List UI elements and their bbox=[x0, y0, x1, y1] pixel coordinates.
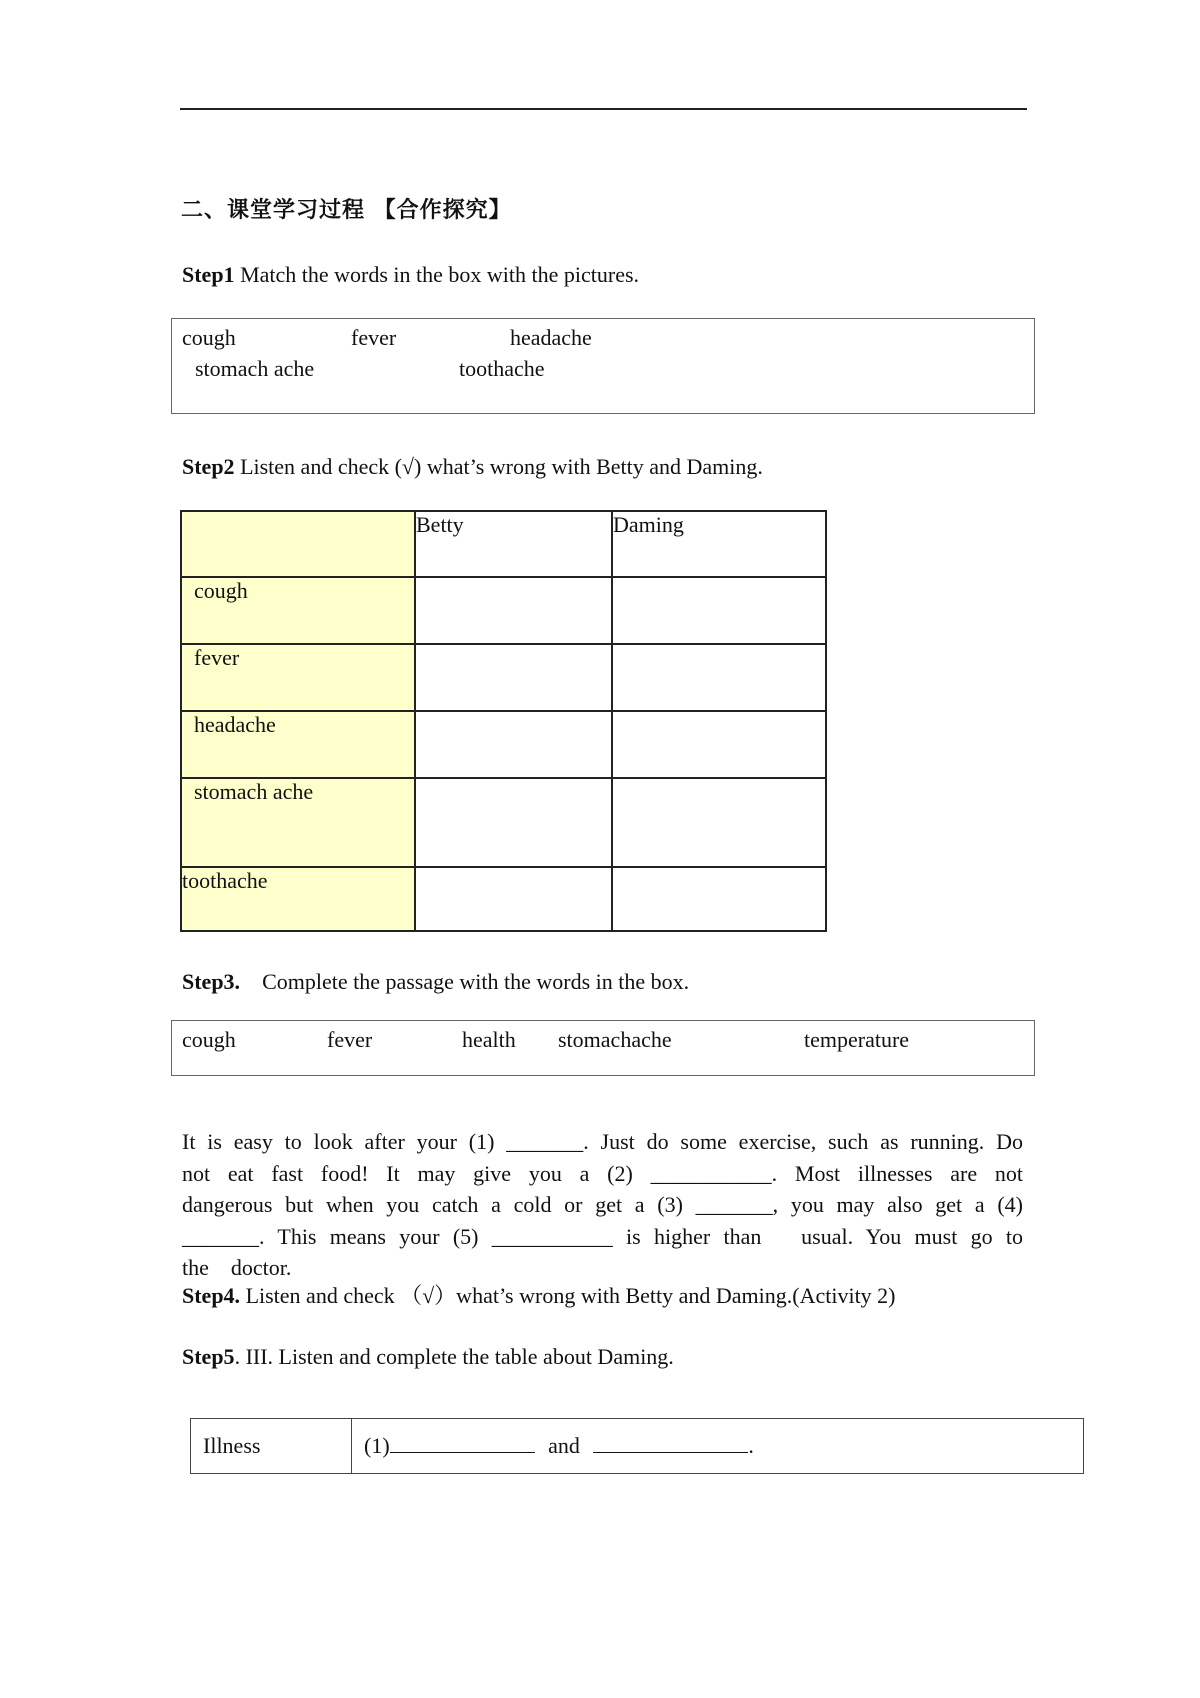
check-table-header-betty: Betty bbox=[415, 511, 612, 577]
step1-text: Match the words in the box with the pictures. bbox=[234, 262, 640, 287]
step5-text: . III. Listen and complete the table about Daming. bbox=[234, 1344, 674, 1369]
step2-label: Step2 bbox=[182, 454, 235, 479]
step5-instruction bbox=[182, 1344, 674, 1370]
row-label: stomach ache bbox=[181, 778, 415, 867]
check-cell-betty[interactable] bbox=[415, 711, 612, 778]
step5-label: Step5 bbox=[182, 1344, 235, 1369]
step1-label: Step1 bbox=[182, 262, 235, 287]
word-box-1-item: stomach ache bbox=[195, 356, 315, 381]
cloze-passage bbox=[182, 1126, 1023, 1284]
check-cell-daming[interactable] bbox=[612, 644, 826, 711]
illness-joiner: and bbox=[548, 1433, 580, 1458]
step3-label: Step3. bbox=[182, 969, 241, 994]
step2-instruction bbox=[182, 454, 763, 480]
table-row bbox=[181, 577, 826, 644]
step4-instruction bbox=[182, 1279, 896, 1310]
table-row bbox=[181, 778, 826, 867]
check-cell-betty[interactable] bbox=[415, 778, 612, 867]
check-table-header-daming: Daming bbox=[612, 511, 826, 577]
word-box-2-item: temperature bbox=[804, 1027, 910, 1052]
passage-line: It is easy to look after your (1) _______. Just do some exercise, such as running. Do bbox=[182, 1129, 1023, 1154]
check-cell-daming[interactable] bbox=[612, 867, 826, 931]
check-cell-betty[interactable] bbox=[415, 867, 612, 931]
illness-table bbox=[190, 1418, 1084, 1474]
check-table-corner-cell bbox=[181, 511, 415, 577]
step2-text: Listen and check (√) what’s wrong with Betty and Daming. bbox=[234, 454, 763, 479]
row-label: fever bbox=[181, 644, 415, 711]
check-cell-betty[interactable] bbox=[415, 644, 612, 711]
check-cell-daming[interactable] bbox=[612, 711, 826, 778]
step1-instruction bbox=[182, 262, 639, 288]
step4-label: Step4. bbox=[182, 1283, 241, 1308]
header-rule bbox=[180, 108, 1027, 110]
table-row bbox=[181, 867, 826, 931]
passage-line: the doctor. bbox=[182, 1255, 292, 1280]
table-row bbox=[191, 1419, 1084, 1474]
word-box-1-item: cough bbox=[182, 325, 236, 350]
row-label: toothache bbox=[181, 867, 415, 931]
check-cell-daming[interactable] bbox=[612, 577, 826, 644]
word-box-2-item: health bbox=[462, 1027, 516, 1052]
row-label: cough bbox=[181, 577, 415, 644]
word-box-2-item: cough bbox=[182, 1027, 236, 1052]
illness-answer-cell bbox=[352, 1419, 1084, 1474]
step4-text: Listen and check （√）what’s wrong with Betty and Daming.(Activity 2) bbox=[240, 1283, 896, 1308]
illness-suffix: . bbox=[748, 1433, 754, 1458]
check-cell-betty[interactable] bbox=[415, 577, 612, 644]
word-box-2-item: fever bbox=[327, 1027, 373, 1052]
illness-blank-2[interactable] bbox=[593, 1434, 748, 1453]
word-box-1-item: fever bbox=[351, 325, 397, 350]
passage-line: _______. This means your (5) ___________ is higher than usual. You must go to bbox=[182, 1223, 1023, 1249]
word-box-1 bbox=[171, 318, 1035, 414]
step3-instruction bbox=[182, 969, 689, 995]
illness-blank-1[interactable] bbox=[390, 1434, 535, 1453]
illness-label: Illness bbox=[191, 1419, 352, 1474]
passage-line: dangerous but when you catch a cold or get a (3) _______, you may also get a (4) bbox=[182, 1192, 1023, 1217]
word-box-2 bbox=[171, 1020, 1035, 1076]
check-table bbox=[180, 510, 827, 932]
check-cell-daming[interactable] bbox=[612, 778, 826, 867]
word-box-1-item: headache bbox=[510, 325, 592, 350]
table-row bbox=[181, 644, 826, 711]
word-box-2-item: stomachache bbox=[558, 1027, 672, 1052]
passage-line: not eat fast food! It may give you a (2) ___________. Most illnesses are not bbox=[182, 1160, 1023, 1186]
check-table-header-row bbox=[181, 511, 826, 577]
illness-prefix: (1) bbox=[364, 1433, 390, 1458]
table-row bbox=[181, 711, 826, 778]
row-label: headache bbox=[181, 711, 415, 778]
word-box-1-item: toothache bbox=[459, 356, 545, 381]
section-heading: 二、课堂学习过程 【合作探究】 bbox=[181, 198, 512, 223]
step3-text: Complete the passage with the words in the box. bbox=[240, 969, 690, 994]
